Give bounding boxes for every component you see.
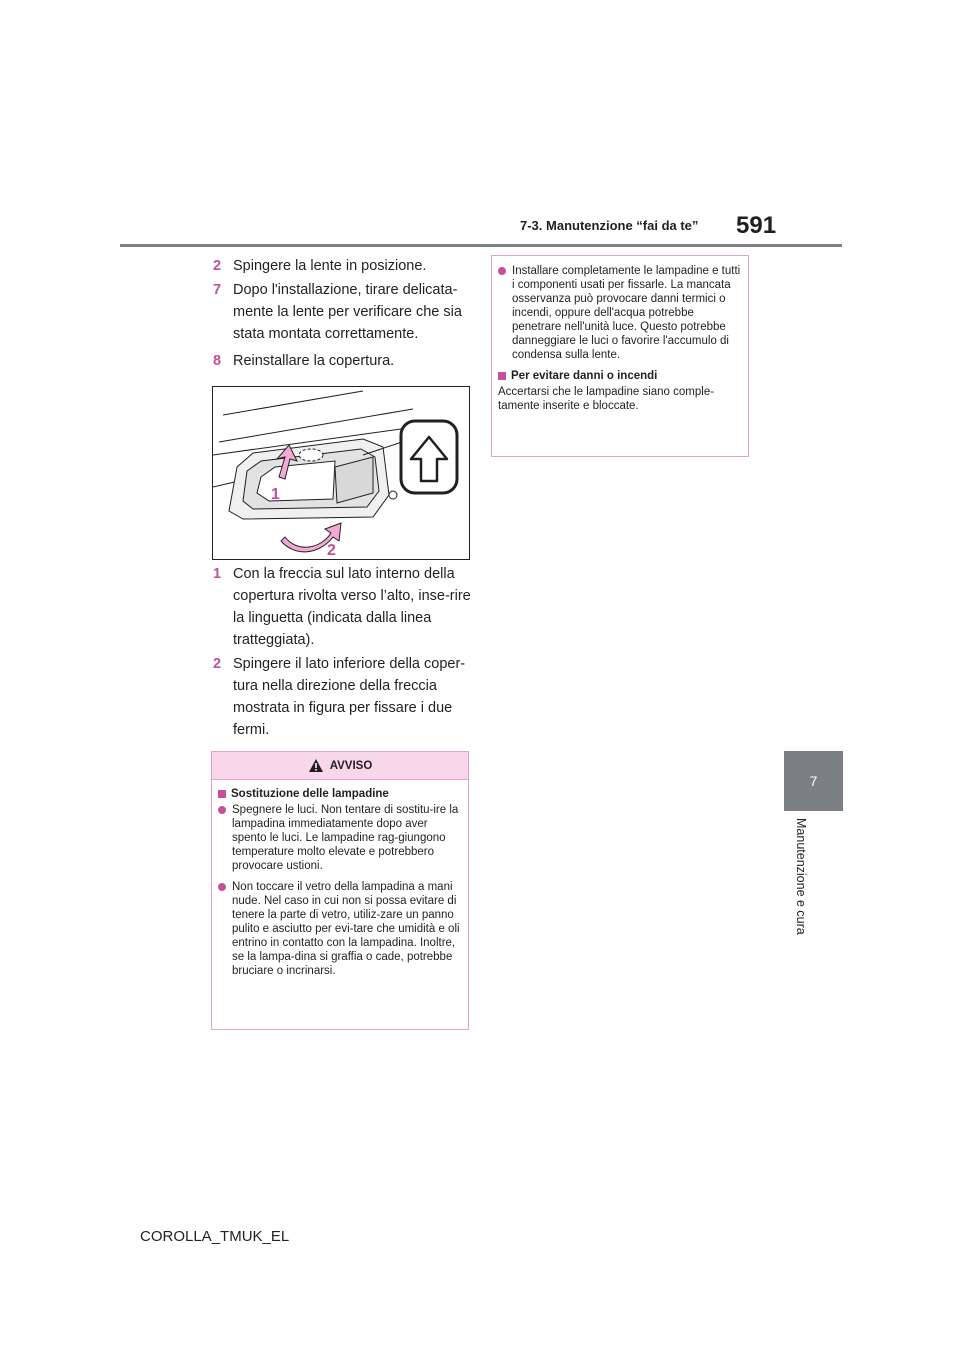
caution-bullet: Installare completamente le lampadine e tutti i componenti usati per fissarle. La mancata osservanza può provocare danni termici o incendi, oppure dell'acqua potrebbe penetrare nell'unità luce. Questo potrebbe danneggiare le luci o favorire l'accumulo di condensa sulla lente. (498, 264, 742, 362)
step-item (213, 255, 475, 277)
warning-heading: Sostituzione delle lampadine (218, 787, 462, 801)
caution-text: Accertarsi che le lampadine siano comple-tamente inserite e bloccate. (498, 386, 715, 412)
header-rule (120, 244, 842, 247)
circle-bullet-icon (218, 806, 226, 814)
lamp-cover-illustration (213, 387, 469, 559)
warning-box (211, 751, 469, 1030)
caution-heading: Per evitare danni o incendi (498, 369, 742, 383)
installation-figure (212, 386, 470, 560)
step-text: Dopo l'installazione, tirare delicata-mente la lente per verificare che sia stata montata correttamente. (233, 282, 462, 342)
warning-title: AVVISO (329, 759, 373, 772)
step-item (213, 279, 475, 345)
circle-bullet-icon (498, 267, 506, 275)
body-line (219, 409, 413, 442)
step-text: Spingere il lato inferiore della coper-tura nella direzione della freccia mostrata in figura per fissare i due fermi. (233, 656, 466, 738)
step-text: Spingere la lente in posizione. (233, 258, 427, 274)
step-number: 8 (213, 353, 222, 369)
body-line (223, 391, 363, 415)
step-number: 2 (213, 258, 222, 274)
square-bullet-icon (218, 790, 226, 798)
fastener (389, 491, 397, 499)
tab-dashed (299, 449, 323, 461)
section-title: 7-3. Manutenzione “fai da te” (520, 218, 699, 233)
figure-label-2: 2 (327, 542, 336, 559)
warning-bullet: Non toccare il vetro della lampadina a mani nude. Nel caso in cui non si possa evitare di tenere la parte di vetro, utiliz-zare un panno pulito e asciutto per evi-tare che umidità e oli entrino in contatto con la lampadina. Inoltre, se la lampa-dina si graffia o cade, potrebbe bruciare o incrinarsi. (218, 880, 462, 978)
step-number: 2 (213, 656, 222, 672)
chapter-title: Manutenzione e cura (794, 818, 808, 935)
warning-bullet: Spegnere le luci. Non tentare di sostitu-ire la lampadina immediatamente dopo aver spento le luci. Le lampadine rag-giungono temperature molto elevate e potrebbero provocare ustioni. (218, 803, 462, 873)
figure-label-1: 1 (271, 486, 280, 503)
step-text: Reinstallare la copertura. (233, 353, 395, 369)
caution-continued-box (491, 255, 749, 457)
step-text: Con la freccia sul lato interno della copertura rivolta verso l’alto, inse-rire la linguetta (indicata dalla linea tratteggiata). (233, 566, 471, 648)
chapter-tab: 7 (784, 751, 843, 811)
warning-header (212, 752, 468, 780)
page-number: 591 (736, 212, 777, 239)
step-item (213, 350, 475, 372)
model-code: COROLLA_TMUK_EL (140, 1228, 290, 1245)
step-item (213, 563, 475, 651)
step-number: 1 (213, 566, 222, 582)
circle-bullet-icon (218, 883, 226, 891)
warning-triangle-icon (308, 758, 324, 773)
step-item (213, 653, 475, 741)
step-number: 7 (213, 282, 222, 298)
square-bullet-icon (498, 372, 506, 380)
